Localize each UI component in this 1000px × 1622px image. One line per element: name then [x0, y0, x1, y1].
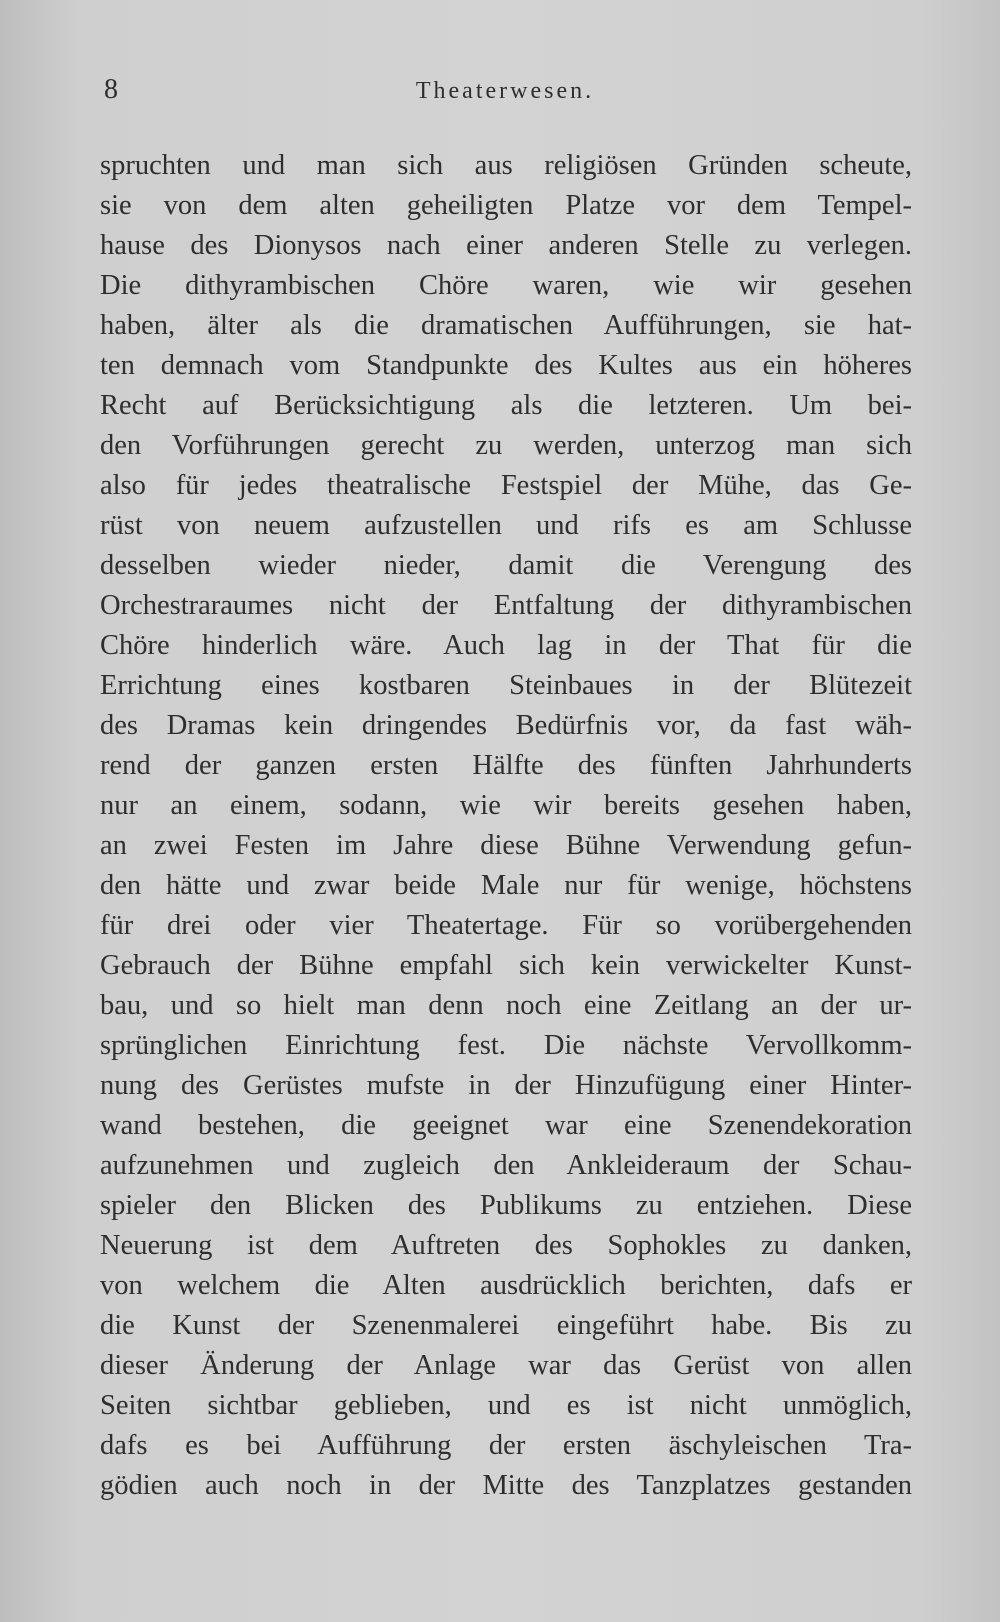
text-line: also für jedes theatralische Festspiel der Mühe, das Ge- — [100, 470, 912, 501]
text-line: hause des Dionysos nach einer anderen Stelle zu verlegen. — [100, 230, 912, 261]
text-line: an zwei Festen im Jahre diese Bühne Verwendung gefun- — [100, 830, 912, 861]
text-line: Gebrauch der Bühne empfahl sich kein verwickelter Kunst- — [100, 950, 912, 981]
text-line: wand bestehen, die geeignet war eine Szenendekoration — [100, 1110, 912, 1141]
text-line: aufzunehmen und zugleich den Ankleideraum der Schau- — [100, 1150, 912, 1181]
text-line: Chöre hinderlich wäre. Auch lag in der That für die — [100, 630, 912, 661]
text-line: spruchten und man sich aus religiösen Gründen scheute, — [100, 150, 912, 181]
text-line: Seiten sichtbar geblieben, und es ist nicht unmöglich, — [100, 1390, 912, 1421]
text-line: den Vorführungen gerecht zu werden, unterzog man sich — [100, 430, 912, 461]
text-line: haben, älter als die dramatischen Aufführungen, sie hat- — [100, 310, 912, 341]
text-line: sie von dem alten geheiligten Platze vor dem Tempel- — [100, 190, 912, 221]
text-line: rend der ganzen ersten Hälfte des fünften Jahrhunderts — [100, 750, 912, 781]
text-line: gödien auch noch in der Mitte des Tanzplatzes gestanden — [100, 1470, 912, 1501]
text-line: Neuerung ist dem Auftreten des Sophokles zu danken, — [100, 1230, 912, 1261]
text-line: bau, und so hielt man denn noch eine Zeitlang an der ur- — [100, 990, 912, 1021]
text-line: sprünglichen Einrichtung fest. Die nächste Vervollkomm- — [100, 1030, 912, 1061]
running-title: Theaterwesen. — [415, 78, 595, 104]
text-line: rüst von neuem aufzustellen und rifs es am Schlusse — [100, 510, 912, 541]
text-line: Die dithyrambischen Chöre waren, wie wir gesehen — [100, 270, 912, 301]
text-line: dafs es bei Aufführung der ersten äschyleischen Tra- — [100, 1430, 912, 1461]
body-text — [100, 146, 912, 1506]
text-line: die Kunst der Szenenmalerei eingeführt habe. Bis zu — [100, 1310, 912, 1341]
text-line: des Dramas kein dringendes Bedürfnis vor, da fast wäh- — [100, 710, 912, 741]
text-line: nung des Gerüstes mufste in der Hinzufügung einer Hinter- — [100, 1070, 912, 1101]
text-line: Orchestraraumes nicht der Entfaltung der dithyrambischen — [100, 590, 912, 621]
text-line: spieler den Blicken des Publikums zu entziehen. Diese — [100, 1190, 912, 1221]
text-line: ten demnach vom Standpunkte des Kultes aus ein höheres — [100, 350, 912, 381]
text-line: Recht auf Berücksichtigung als die letzteren. Um bei- — [100, 390, 912, 421]
text-line: nur an einem, sodann, wie wir bereits gesehen haben, — [100, 790, 912, 821]
page-number: 8 — [104, 74, 119, 105]
text-line: für drei oder vier Theatertage. Für so vorübergehenden — [100, 910, 912, 941]
text-line: den hätte und zwar beide Male nur für wenige, höchstens — [100, 870, 912, 901]
text-line: Errichtung eines kostbaren Steinbaues in der Blütezeit — [100, 670, 912, 701]
page-header — [100, 74, 910, 114]
text-line: von welchem die Alten ausdrücklich berichten, dafs er — [100, 1270, 912, 1301]
text-line: dieser Änderung der Anlage war das Gerüst von allen — [100, 1350, 912, 1381]
text-line: desselben wieder nieder, damit die Verengung des — [100, 550, 912, 581]
